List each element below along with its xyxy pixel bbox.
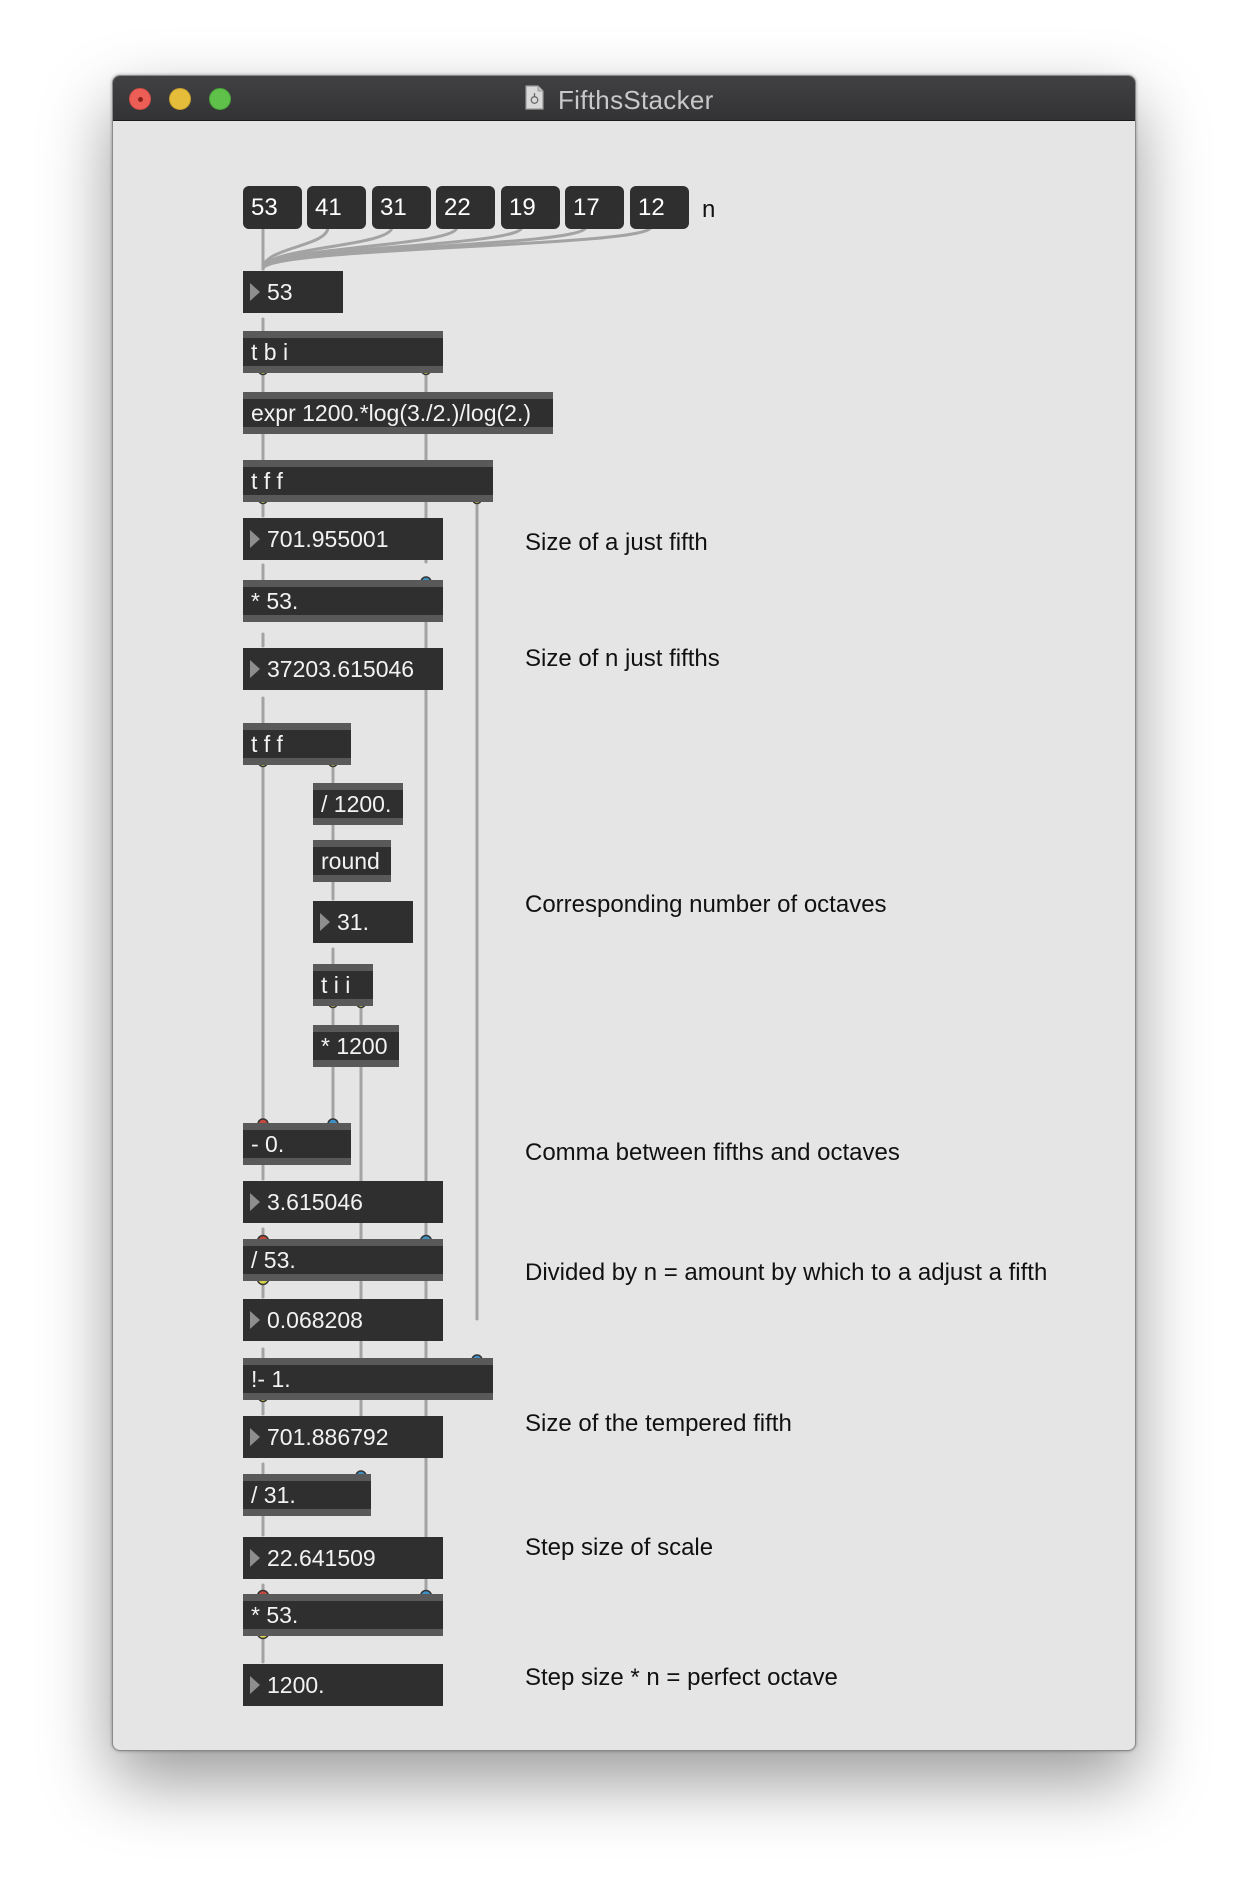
close-dot-icon bbox=[138, 97, 143, 102]
msg-box-12[interactable]: 12 bbox=[630, 186, 689, 229]
round-object[interactable]: round bbox=[313, 840, 391, 882]
msg-box-22[interactable]: 22 bbox=[436, 186, 495, 229]
title-bar[interactable] bbox=[113, 76, 1135, 121]
n-number-box[interactable] bbox=[243, 271, 343, 313]
patcher-window bbox=[112, 75, 1136, 1751]
triangle-icon bbox=[250, 283, 260, 301]
comma-value: 3.615046 bbox=[267, 1189, 363, 1215]
patcher-canvas[interactable] bbox=[113, 121, 1135, 1750]
msg-box-31[interactable]: 31 bbox=[372, 186, 431, 229]
divide-1200-object[interactable]: / 1200. bbox=[313, 783, 403, 825]
reverse-subtract-object[interactable]: !- 1. bbox=[243, 1358, 493, 1400]
comment-step-size: Step size of scale bbox=[525, 1534, 714, 1561]
trigger-ff-object-2[interactable]: t f f bbox=[243, 723, 351, 765]
comment-comma: Comma between fifths and octaves bbox=[525, 1139, 900, 1166]
octaves-value: 31. bbox=[337, 909, 369, 935]
comment-perfect-octave: Step size * n = perfect octave bbox=[525, 1664, 838, 1691]
just-fifth-value: 701.955001 bbox=[267, 526, 389, 552]
multiply-n-object-1[interactable]: * 53. bbox=[243, 580, 443, 622]
adjust-value: 0.068208 bbox=[267, 1307, 363, 1333]
trigger-bi-object[interactable]: t b i bbox=[243, 331, 443, 373]
trigger-ii-object[interactable]: t i i bbox=[313, 964, 373, 1006]
multiply-n-object-2[interactable]: * 53. bbox=[243, 1594, 443, 1636]
n-number-value: 53 bbox=[267, 279, 293, 305]
n-label: n bbox=[702, 196, 716, 223]
triangle-icon bbox=[250, 1676, 260, 1694]
msg-box-19[interactable]: 19 bbox=[501, 186, 560, 229]
comment-tempered: Size of the tempered fifth bbox=[525, 1410, 792, 1437]
comment-n-just-fifths: Size of n just fifths bbox=[525, 645, 720, 672]
expr-object[interactable]: expr 1200.*log(3./2.)/log(2.) bbox=[243, 392, 553, 434]
adjust-number[interactable] bbox=[243, 1299, 443, 1341]
divide-n-object[interactable]: / 53. bbox=[243, 1239, 443, 1281]
subtract-object[interactable]: - 0. bbox=[243, 1123, 351, 1165]
comment-just-fifth: Size of a just fifth bbox=[525, 529, 708, 556]
tempered-fifth-number[interactable] bbox=[243, 1416, 443, 1458]
comma-number[interactable] bbox=[243, 1181, 443, 1223]
octave-number[interactable] bbox=[243, 1664, 443, 1706]
n-fifths-value: 37203.615046 bbox=[267, 656, 415, 682]
document-icon bbox=[525, 85, 544, 110]
step-size-value: 22.641509 bbox=[267, 1545, 376, 1571]
triangle-icon bbox=[320, 913, 330, 931]
just-fifth-number[interactable] bbox=[243, 518, 443, 560]
window-title: FifthsStacker bbox=[558, 85, 714, 115]
triangle-icon bbox=[250, 1549, 260, 1567]
multiply-1200-object[interactable]: * 1200 bbox=[313, 1025, 399, 1067]
n-fifths-number[interactable] bbox=[243, 648, 443, 690]
minimize-button[interactable] bbox=[169, 88, 191, 110]
close-button[interactable] bbox=[129, 88, 151, 110]
triangle-icon bbox=[250, 1311, 260, 1329]
comment-octaves: Corresponding number of octaves bbox=[525, 891, 887, 918]
zoom-button[interactable] bbox=[209, 88, 231, 110]
triangle-icon bbox=[250, 530, 260, 548]
msg-box-53[interactable]: 53 bbox=[243, 186, 302, 229]
octave-value: 1200. bbox=[267, 1672, 325, 1698]
msg-box-41[interactable]: 41 bbox=[307, 186, 366, 229]
triangle-icon bbox=[250, 660, 260, 678]
step-size-number[interactable] bbox=[243, 1537, 443, 1579]
divide-octaves-object[interactable]: / 31. bbox=[243, 1474, 371, 1516]
triangle-icon bbox=[250, 1193, 260, 1211]
trigger-ff-object-1[interactable]: t f f bbox=[243, 460, 493, 502]
octaves-number[interactable] bbox=[313, 901, 413, 943]
comment-divided: Divided by n = amount by which to a adjust a fifth bbox=[525, 1259, 1048, 1286]
triangle-icon bbox=[250, 1428, 260, 1446]
msg-box-17[interactable]: 17 bbox=[565, 186, 624, 229]
tempered-fifth-value: 701.886792 bbox=[267, 1424, 389, 1450]
